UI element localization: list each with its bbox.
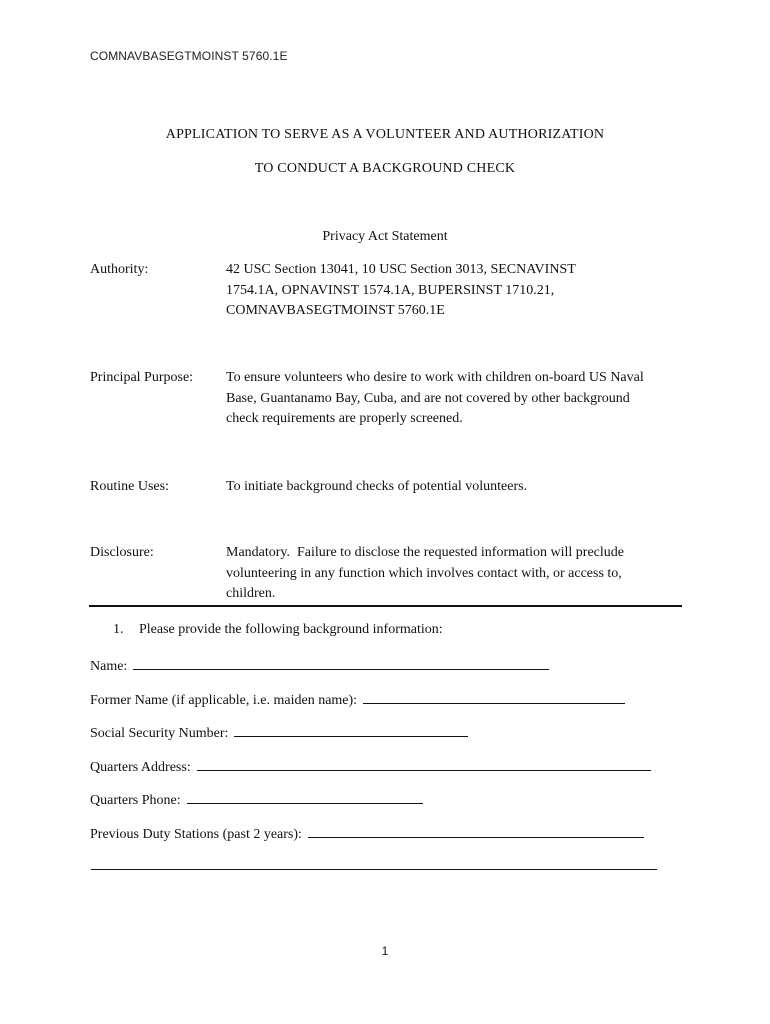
privacy-value-disclosure (226, 543, 686, 605)
purpose-line: To ensure volunteers who desire to work with children on-board US Naval (226, 370, 644, 385)
section-number: 1. (113, 622, 124, 637)
disclosure-line: volunteering in any function which involves contact with, or access to, (226, 565, 622, 581)
privacy-value-principal-purpose (226, 368, 686, 430)
document-id-header: COMNAVBASEGTMOINST 5760.1E (90, 49, 288, 63)
ssn-field (90, 722, 468, 742)
privacy-act-heading: Privacy Act Statement (322, 229, 448, 244)
previous-duty-stations-continuation-line[interactable] (91, 869, 657, 870)
form-title-line-2: TO CONDUCT A BACKGROUND CHECK (254, 161, 516, 176)
privacy-label-authority: Authority: (90, 262, 149, 277)
authority-line: 1754.1A, OPNAVINST 1574.1A, BUPERSINST 1710.21, (226, 282, 555, 298)
previous-duty-stations-field (90, 823, 644, 843)
privacy-label-routine-uses: Routine Uses: (90, 479, 169, 494)
routine-uses-line: To initiate background checks of potential volunteers. (226, 479, 528, 494)
section-text: Please provide the following background information: (139, 622, 443, 637)
privacy-value-routine-uses (226, 477, 686, 498)
page-number: 1 (381, 944, 389, 958)
authority-line: 42 USC Section 13041, 10 USC Section 3013, SECNAVINST (226, 262, 576, 277)
section-divider (89, 605, 682, 607)
ssn-input-line[interactable] (234, 722, 468, 737)
privacy-label-disclosure: Disclosure: (90, 545, 154, 560)
quarters-address-label: Quarters Address: (90, 760, 191, 775)
name-field (90, 655, 549, 675)
quarters-address-input-line[interactable] (197, 756, 651, 771)
privacy-value-authority (226, 260, 686, 322)
ssn-label: Social Security Number: (90, 726, 229, 741)
form-title-line-1: APPLICATION TO SERVE AS A VOLUNTEER AND AUTHORIZATION (165, 127, 605, 142)
quarters-phone-field (90, 789, 423, 809)
previous-duty-stations-input-line[interactable] (308, 823, 644, 838)
former-name-input-line[interactable] (363, 689, 625, 704)
purpose-line: check requirements are properly screened. (226, 411, 463, 426)
disclosure-line: children. (226, 586, 276, 601)
quarters-address-field (90, 756, 651, 776)
quarters-phone-input-line[interactable] (187, 789, 423, 804)
name-label: Name: (90, 659, 128, 674)
quarters-phone-label: Quarters Phone: (90, 793, 181, 808)
authority-line: COMNAVBASEGTMOINST 5760.1E (226, 303, 445, 318)
former-name-field (90, 689, 625, 709)
privacy-label-principal-purpose: Principal Purpose: (90, 370, 194, 385)
purpose-line: Base, Guantanamo Bay, Cuba, and are not covered by other background (226, 390, 630, 406)
disclosure-line: Mandatory. Failure to disclose the requested information will preclude (226, 545, 624, 560)
previous-duty-stations-label: Previous Duty Stations (past 2 years): (90, 827, 302, 842)
section-1-instruction (113, 622, 443, 638)
name-input-line[interactable] (133, 655, 549, 670)
former-name-label: Former Name (if applicable, i.e. maiden name): (90, 693, 358, 708)
